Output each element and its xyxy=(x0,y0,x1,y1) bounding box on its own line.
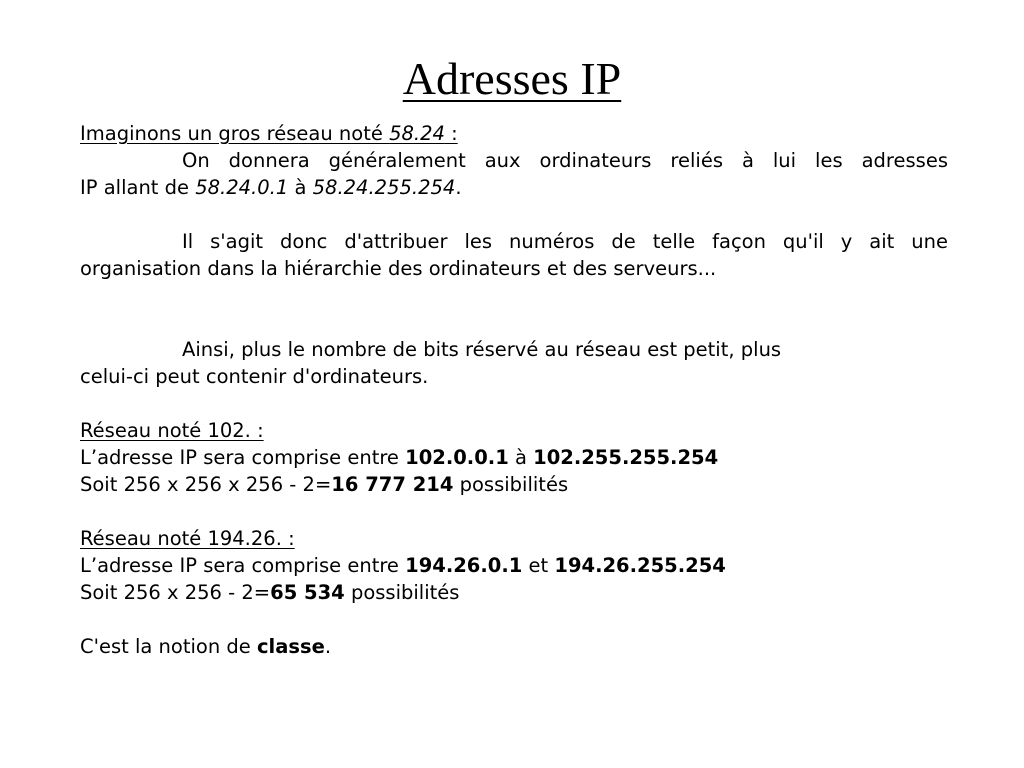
conclusion-prefix: C'est la notion de xyxy=(80,635,257,658)
example-1-range-end: 102.255.255.254 xyxy=(533,446,719,469)
p1-range-start: 58.24.0.1 xyxy=(195,176,289,199)
intro-heading-prefix: Imaginons un gros réseau noté xyxy=(80,122,390,145)
conclusion-suffix: . xyxy=(324,635,332,658)
example-2-range-start: 194.26.0.1 xyxy=(405,554,523,577)
example-1-count xyxy=(80,471,948,498)
example-1-heading xyxy=(80,417,948,444)
paragraph-3-line-2: celui-ci peut contenir d'ordinateurs. xyxy=(80,365,429,388)
example-2-count-value: 65 534 xyxy=(270,581,345,604)
example-2-count-prefix: Soit 256 x 256 - 2= xyxy=(80,581,271,604)
slide-title-text: Adresses IP xyxy=(402,53,622,104)
intro-heading-network: 58.24 xyxy=(389,122,445,145)
paragraph-3-line-1: Ainsi, plus le nombre de bits réservé au réseau est petit, plus xyxy=(182,338,782,361)
p1-range-end: 58.24.255.254 xyxy=(312,176,456,199)
spacer xyxy=(80,201,948,228)
p1-text-a: IP allant de xyxy=(80,176,196,199)
example-2-heading-text: Réseau noté 194.26. : xyxy=(80,527,295,550)
spacer xyxy=(80,498,948,525)
example-1-count-prefix: Soit 256 x 256 x 256 - 2= xyxy=(80,473,332,496)
paragraph-2-line-1: Il s'agit donc d'attribuer les numéros de telle façon qu'il y ait une xyxy=(182,230,948,253)
example-2-range-mid: et xyxy=(522,554,555,577)
slide-title xyxy=(0,52,1024,106)
p1-text-end: . xyxy=(455,176,462,199)
example-1-range-start: 102.0.0.1 xyxy=(405,446,509,469)
example-1-heading-text: Réseau noté 102. : xyxy=(80,419,264,442)
example-1-count-suffix: possibilités xyxy=(453,473,569,496)
conclusion-keyword: classe xyxy=(256,635,325,658)
intro-heading xyxy=(80,120,948,147)
example-2-range-prefix: L’adresse IP sera comprise entre xyxy=(80,554,406,577)
example-1-range-prefix: L’adresse IP sera comprise entre xyxy=(80,446,406,469)
spacer xyxy=(80,282,948,336)
example-2-range-end: 194.26.255.254 xyxy=(554,554,726,577)
example-2-range xyxy=(80,552,948,579)
example-2-count-suffix: possibilités xyxy=(344,581,460,604)
spacer xyxy=(80,390,948,417)
paragraph-2-line-2: organisation dans la hiérarchie des ordinateurs et des serveurs... xyxy=(80,257,717,280)
example-2-count xyxy=(80,579,948,606)
intro-heading-suffix: : xyxy=(444,122,458,145)
p1-text-mid: à xyxy=(288,176,313,199)
example-2-heading xyxy=(80,525,948,552)
conclusion xyxy=(80,633,948,660)
slide-body xyxy=(80,120,948,660)
example-1-range xyxy=(80,444,948,471)
example-1-count-value: 16 777 214 xyxy=(331,473,454,496)
paragraph-1-line-1: On donnera généralement aux ordinateurs reliés à lui les adresses xyxy=(182,149,948,172)
paragraph-1-line-2 xyxy=(80,174,948,201)
example-1-range-mid: à xyxy=(508,446,534,469)
spacer xyxy=(80,606,948,633)
